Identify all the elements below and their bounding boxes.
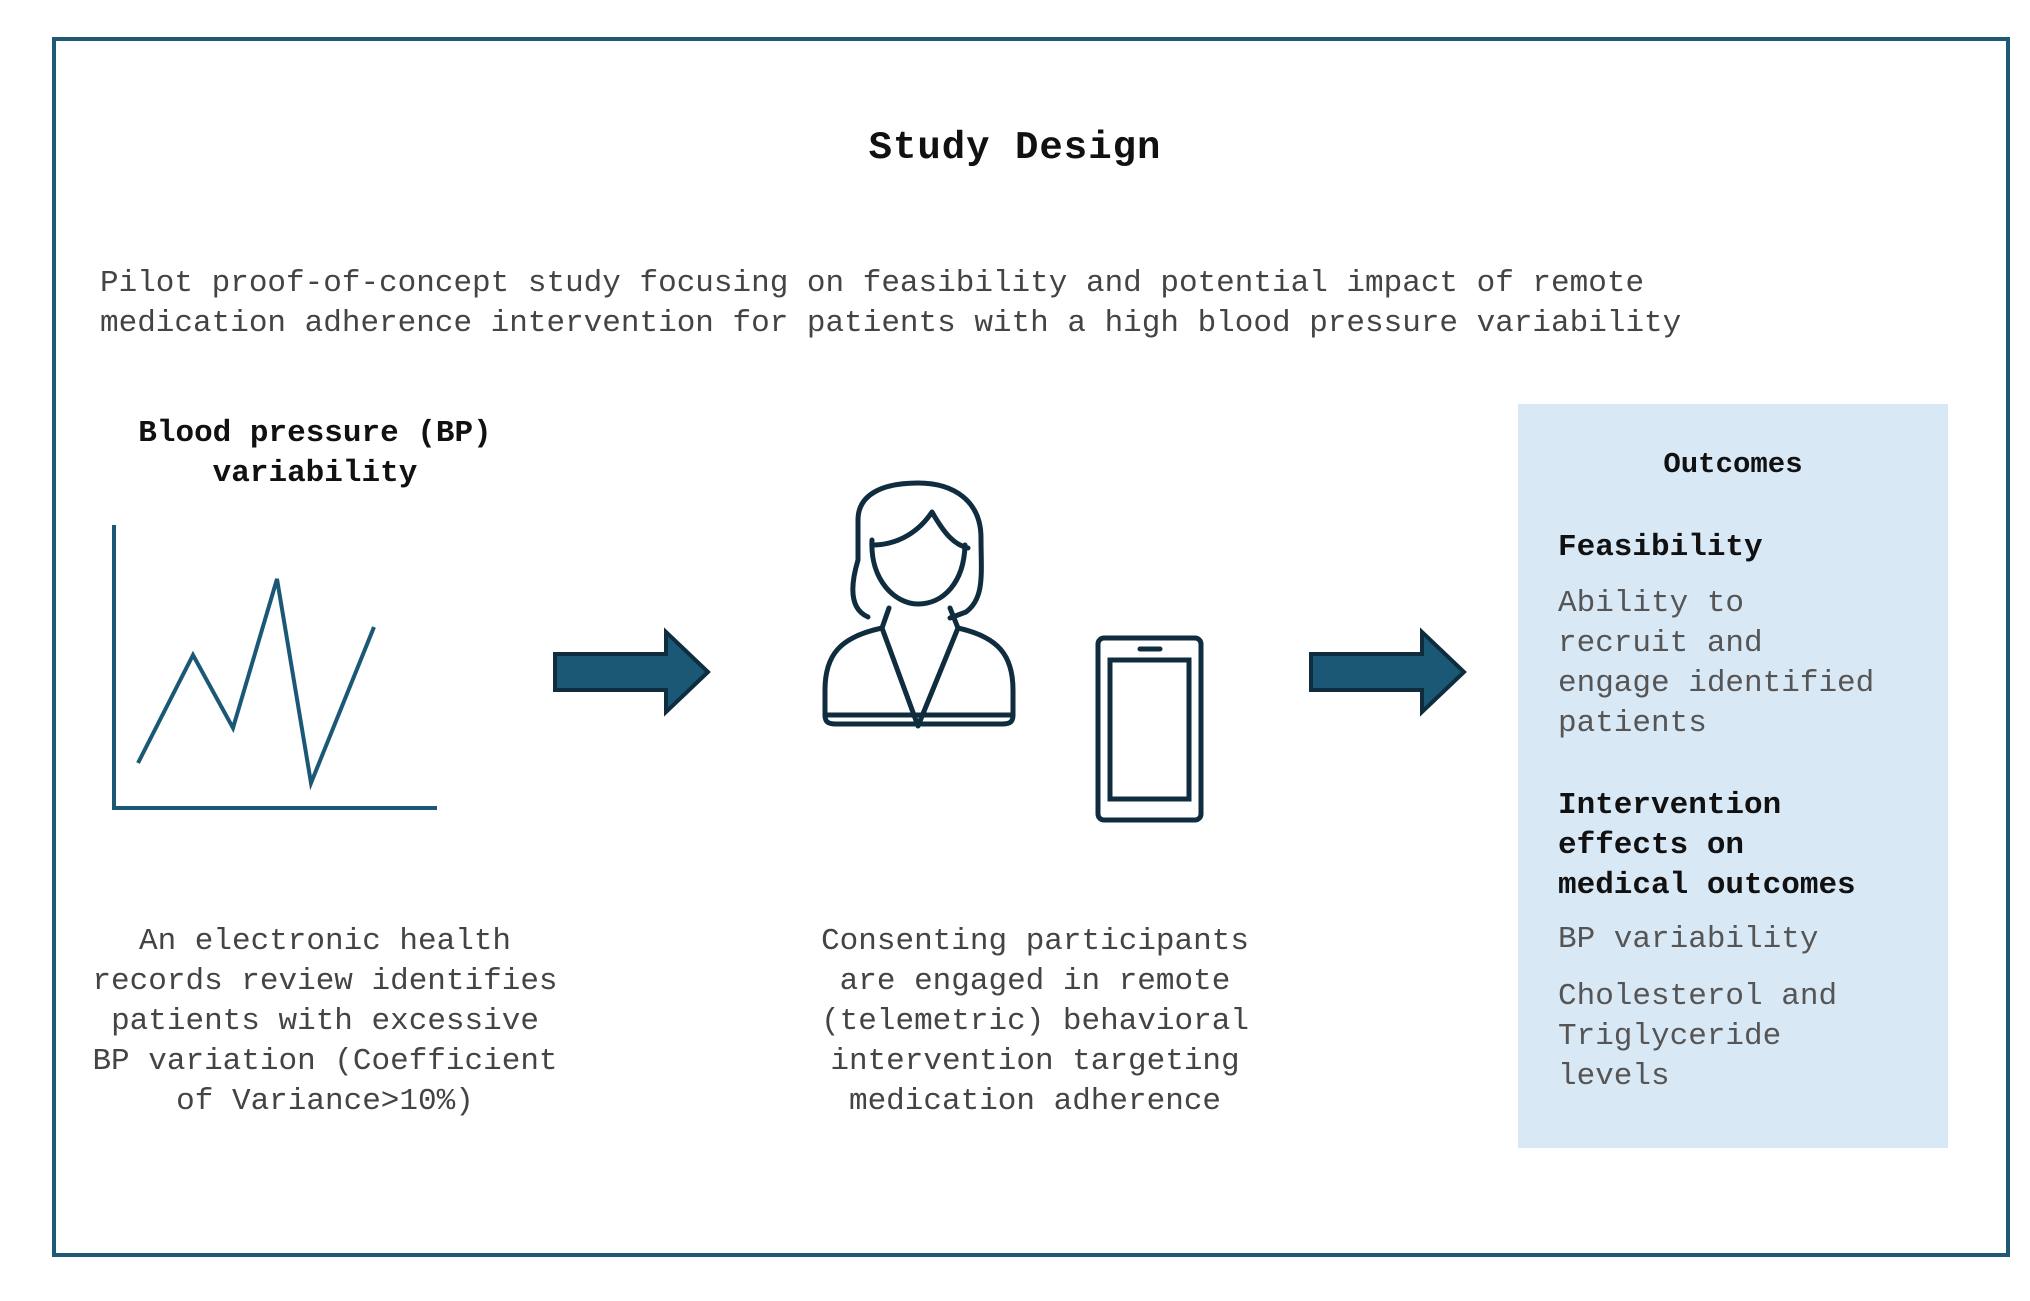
effects-item-cholesterol: Cholesterol and Triglyceride levels: [1558, 979, 1838, 1094]
arrow-right-icon: [1311, 632, 1464, 712]
effects-title: Intervention effects on medical outcomes: [1558, 788, 1856, 903]
smartphone-icon: [1098, 638, 1201, 820]
arrow-right-icon: [555, 632, 708, 712]
diagram-title: Study Design: [868, 126, 1162, 170]
person-icon: [825, 483, 1013, 726]
feasibility-title: Feasibility: [1558, 530, 1763, 565]
bp-description: An electronic health records review identifies patients with excessive BP variation (Coefficient of Variance>10%): [92, 924, 558, 1119]
feasibility-text: Ability to recruit and engage identified patients: [1558, 586, 1875, 741]
outcomes-heading: Outcomes: [1663, 448, 1803, 481]
line-chart-icon: [114, 525, 437, 808]
intervention-description: Consenting participants are engaged in remote (telemetric) behavioral intervention targeting medication adherence: [821, 924, 1249, 1119]
effects-item-bp-variability: BP variability: [1558, 922, 1819, 957]
bp-section-title: Blood pressure (BP) variability: [138, 416, 492, 491]
intro-text: Pilot proof-of-concept study focusing on feasibility and potential impact of remote medication adherence intervention for patients with a high blood pressure variability: [100, 266, 1682, 341]
